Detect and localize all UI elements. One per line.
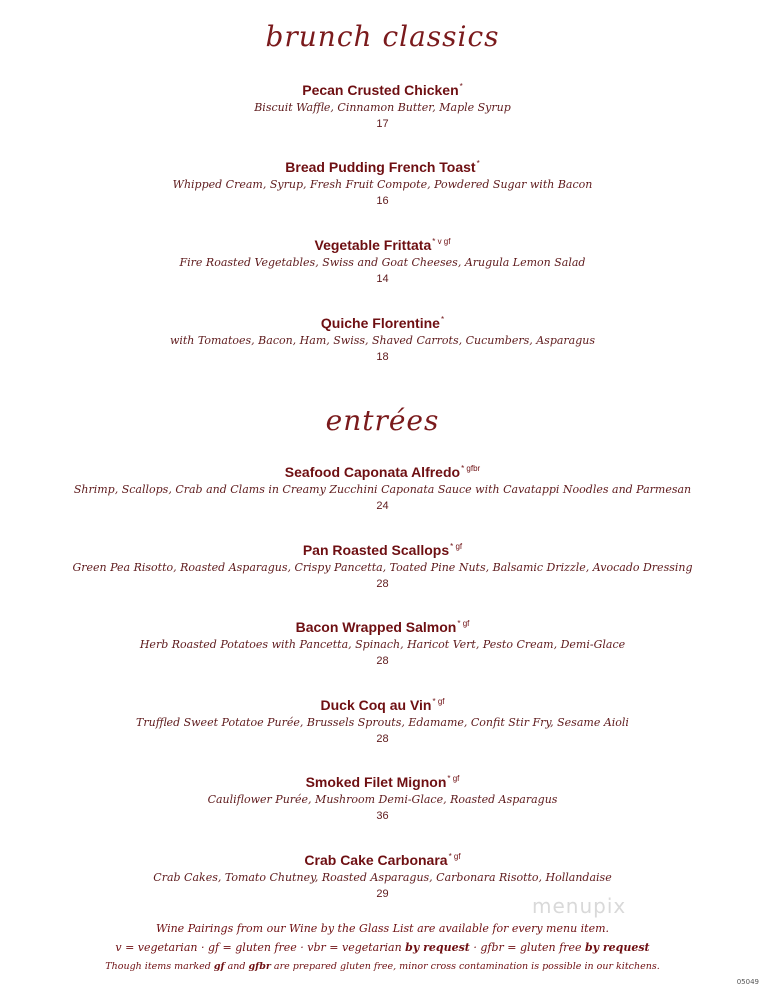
item-description: Crab Cakes, Tomato Chutney, Roasted Asparagus, Carbonara Risotto, Hollandaise — [153, 871, 612, 884]
item-description: Biscuit Waffle, Cinnamon Butter, Maple Syrup — [254, 101, 511, 114]
item-description: Whipped Cream, Syrup, Fresh Fruit Compote, Powdered Sugar with Bacon — [172, 178, 593, 191]
menu-item — [0, 615, 765, 669]
item-description: Herb Roasted Potatoes with Pancetta, Spinach, Haricot Vert, Pesto Cream, Demi-Glace — [139, 638, 626, 651]
menu-item — [0, 233, 765, 287]
item-name: Duck Coq au Vin$^{* gf}$ — [320, 697, 445, 713]
item-price: 16 — [376, 195, 389, 207]
menu-item — [0, 848, 765, 902]
item-name: Smoked Filet Mignon$^{* gf}$ — [305, 774, 460, 790]
item-name: Quiche Florentine* — [320, 315, 445, 331]
item-name: Bread Pudding French Toast* — [285, 159, 480, 175]
item-price: 28 — [376, 655, 389, 667]
item-price: 29 — [376, 888, 389, 900]
item-price: 14 — [376, 273, 389, 285]
item-name: Vegetable Frittata$^{* v gf}$ — [314, 237, 451, 253]
menu-item — [0, 693, 765, 747]
item-description: Green Pea Risotto, Roasted Asparagus, Crispy Pancetta, Toated Pine Nuts, Balsamic Drizzle, Avocado Dressing — [72, 561, 693, 574]
menu-item — [0, 770, 765, 824]
item-description: Fire Roasted Vegetables, Swiss and Goat Cheeses, Arugula Lemon Salad — [179, 256, 586, 269]
menupix-watermark: menupix — [532, 894, 627, 918]
menu-item — [0, 538, 765, 592]
item-name: Pan Roasted Scallops$^{* gf}$ — [302, 542, 463, 558]
menu-item — [0, 460, 765, 514]
menu-item — [0, 155, 765, 209]
dietary-legend: v = vegetarian · gf = gluten free · vbr = vegetarian by request · gfbr = gluten free by request — [115, 941, 650, 954]
item-description: Shrimp, Scallops, Crab and Clams in Creamy Zucchini Caponata Sauce with Cavatappi Noodles and Parmesan — [73, 483, 692, 496]
menu-item — [0, 311, 765, 365]
item-description: Cauliflower Purée, Mushroom Demi-Glace, Roasted Asparagus — [207, 793, 558, 806]
item-price: 28 — [376, 578, 389, 590]
item-name: Seafood Caponata Alfredo$^{* gfbr}$ — [284, 464, 481, 480]
item-description: with Tomatoes, Bacon, Ham, Swiss, Shaved Carrots, Cucumbers, Asparagus — [169, 334, 596, 347]
item-price: 24 — [376, 500, 389, 512]
entrees-section-title: entrées — [325, 404, 440, 437]
item-name: Bacon Wrapped Salmon$^{* gf}$ — [295, 619, 470, 635]
item-price: 17 — [376, 118, 389, 130]
item-price: 28 — [376, 733, 389, 745]
item-price: 36 — [376, 810, 389, 822]
item-description: Truffled Sweet Potatoe Purée, Brussels Sprouts, Edamame, Confit Stir Fry, Sesame Aioli — [136, 716, 629, 729]
menu-code: 05049 — [736, 978, 759, 986]
brunch-section-title: brunch classics — [265, 20, 500, 53]
item-name: Pecan Crusted Chicken* — [302, 82, 463, 98]
item-name: Crab Cake Carbonara$^{* gf}$ — [304, 852, 461, 868]
cross-contamination-note: Though items marked gf and gfbr are prepared gluten free, minor cross contamination is possible in our kitchens. — [105, 961, 660, 972]
item-price: 18 — [376, 351, 389, 363]
menu-item — [0, 78, 765, 132]
wine-pairing-note: Wine Pairings from our Wine by the Glass List are available for every menu item. — [155, 922, 610, 935]
